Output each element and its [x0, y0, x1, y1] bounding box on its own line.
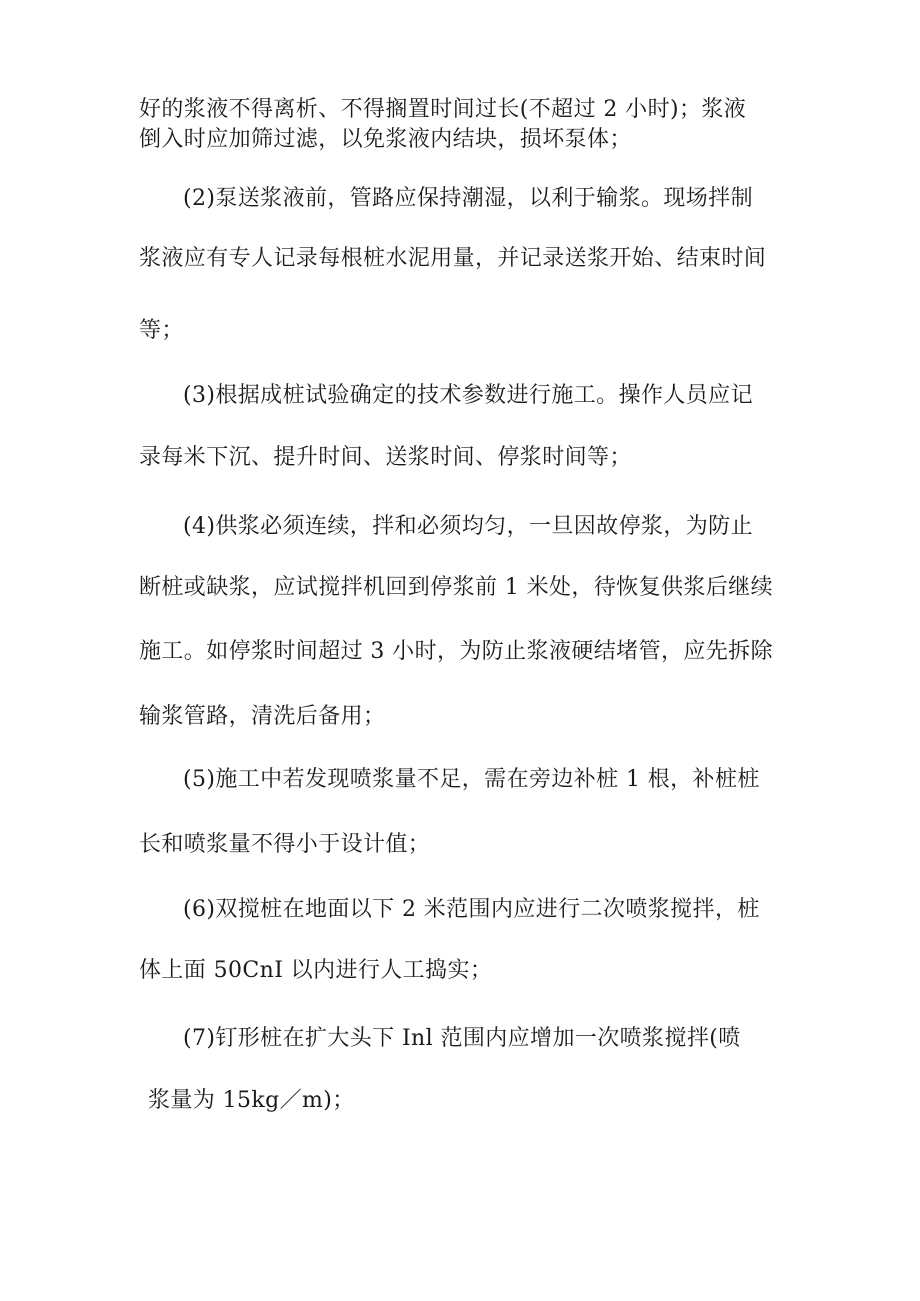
- text-line: 浆量为 15kg／m)；: [148, 1088, 355, 1113]
- text-line: 体上面 50CnI 以内进行人工捣实；: [139, 958, 493, 983]
- text-line: 长和喷浆量不得小于设计值；: [139, 832, 431, 857]
- paragraph-5-line: (5)施工中若发现喷浆量不足，需在旁边补桩 1 根，补桩桩: [183, 767, 760, 792]
- text-line: 好的浆液不得离析、不得搁置时间过长(不超过 2 小时)；浆液: [139, 97, 747, 122]
- text-line: 输浆管路，清洗后备用；: [139, 704, 386, 729]
- text-line: 断桩或缺浆，应试搅拌机回到停浆前 1 米处，待恢复供浆后继续: [139, 575, 773, 600]
- text-line: 施工。如停浆时间超过 3 小时，为防止浆液硬结堵管，应先拆除: [139, 639, 773, 664]
- paragraph-4-line: (4)供浆必须连续，拌和必须均匀，一旦因故停浆，为防止: [183, 514, 753, 539]
- text-line: 浆液应有专人记录每根桩水泥用量，并记录送浆开始、结束时间: [139, 246, 767, 271]
- text-line: 倒入时应加筛过滤，以免浆液内结块，损坏泵体；: [139, 127, 632, 152]
- text-line: 等；: [139, 318, 184, 343]
- paragraph-2-line: (2)泵送浆液前，管路应保持潮湿，以利于输浆。现场拌制: [183, 186, 753, 211]
- text-line: 录每米下沉、提升时间、送浆时间、停浆时间等；: [139, 445, 632, 470]
- paragraph-3-line: (3)根据成桩试验确定的技术参数进行施工。操作人员应记: [183, 383, 753, 408]
- paragraph-7-line: (7)钉形桩在扩大头下 Inl 范围内应增加一次喷浆搅拌(喷: [183, 1026, 741, 1051]
- paragraph-6-line: (6)双搅桩在地面以下 2 米范围内应进行二次喷浆搅拌，桩: [183, 897, 760, 922]
